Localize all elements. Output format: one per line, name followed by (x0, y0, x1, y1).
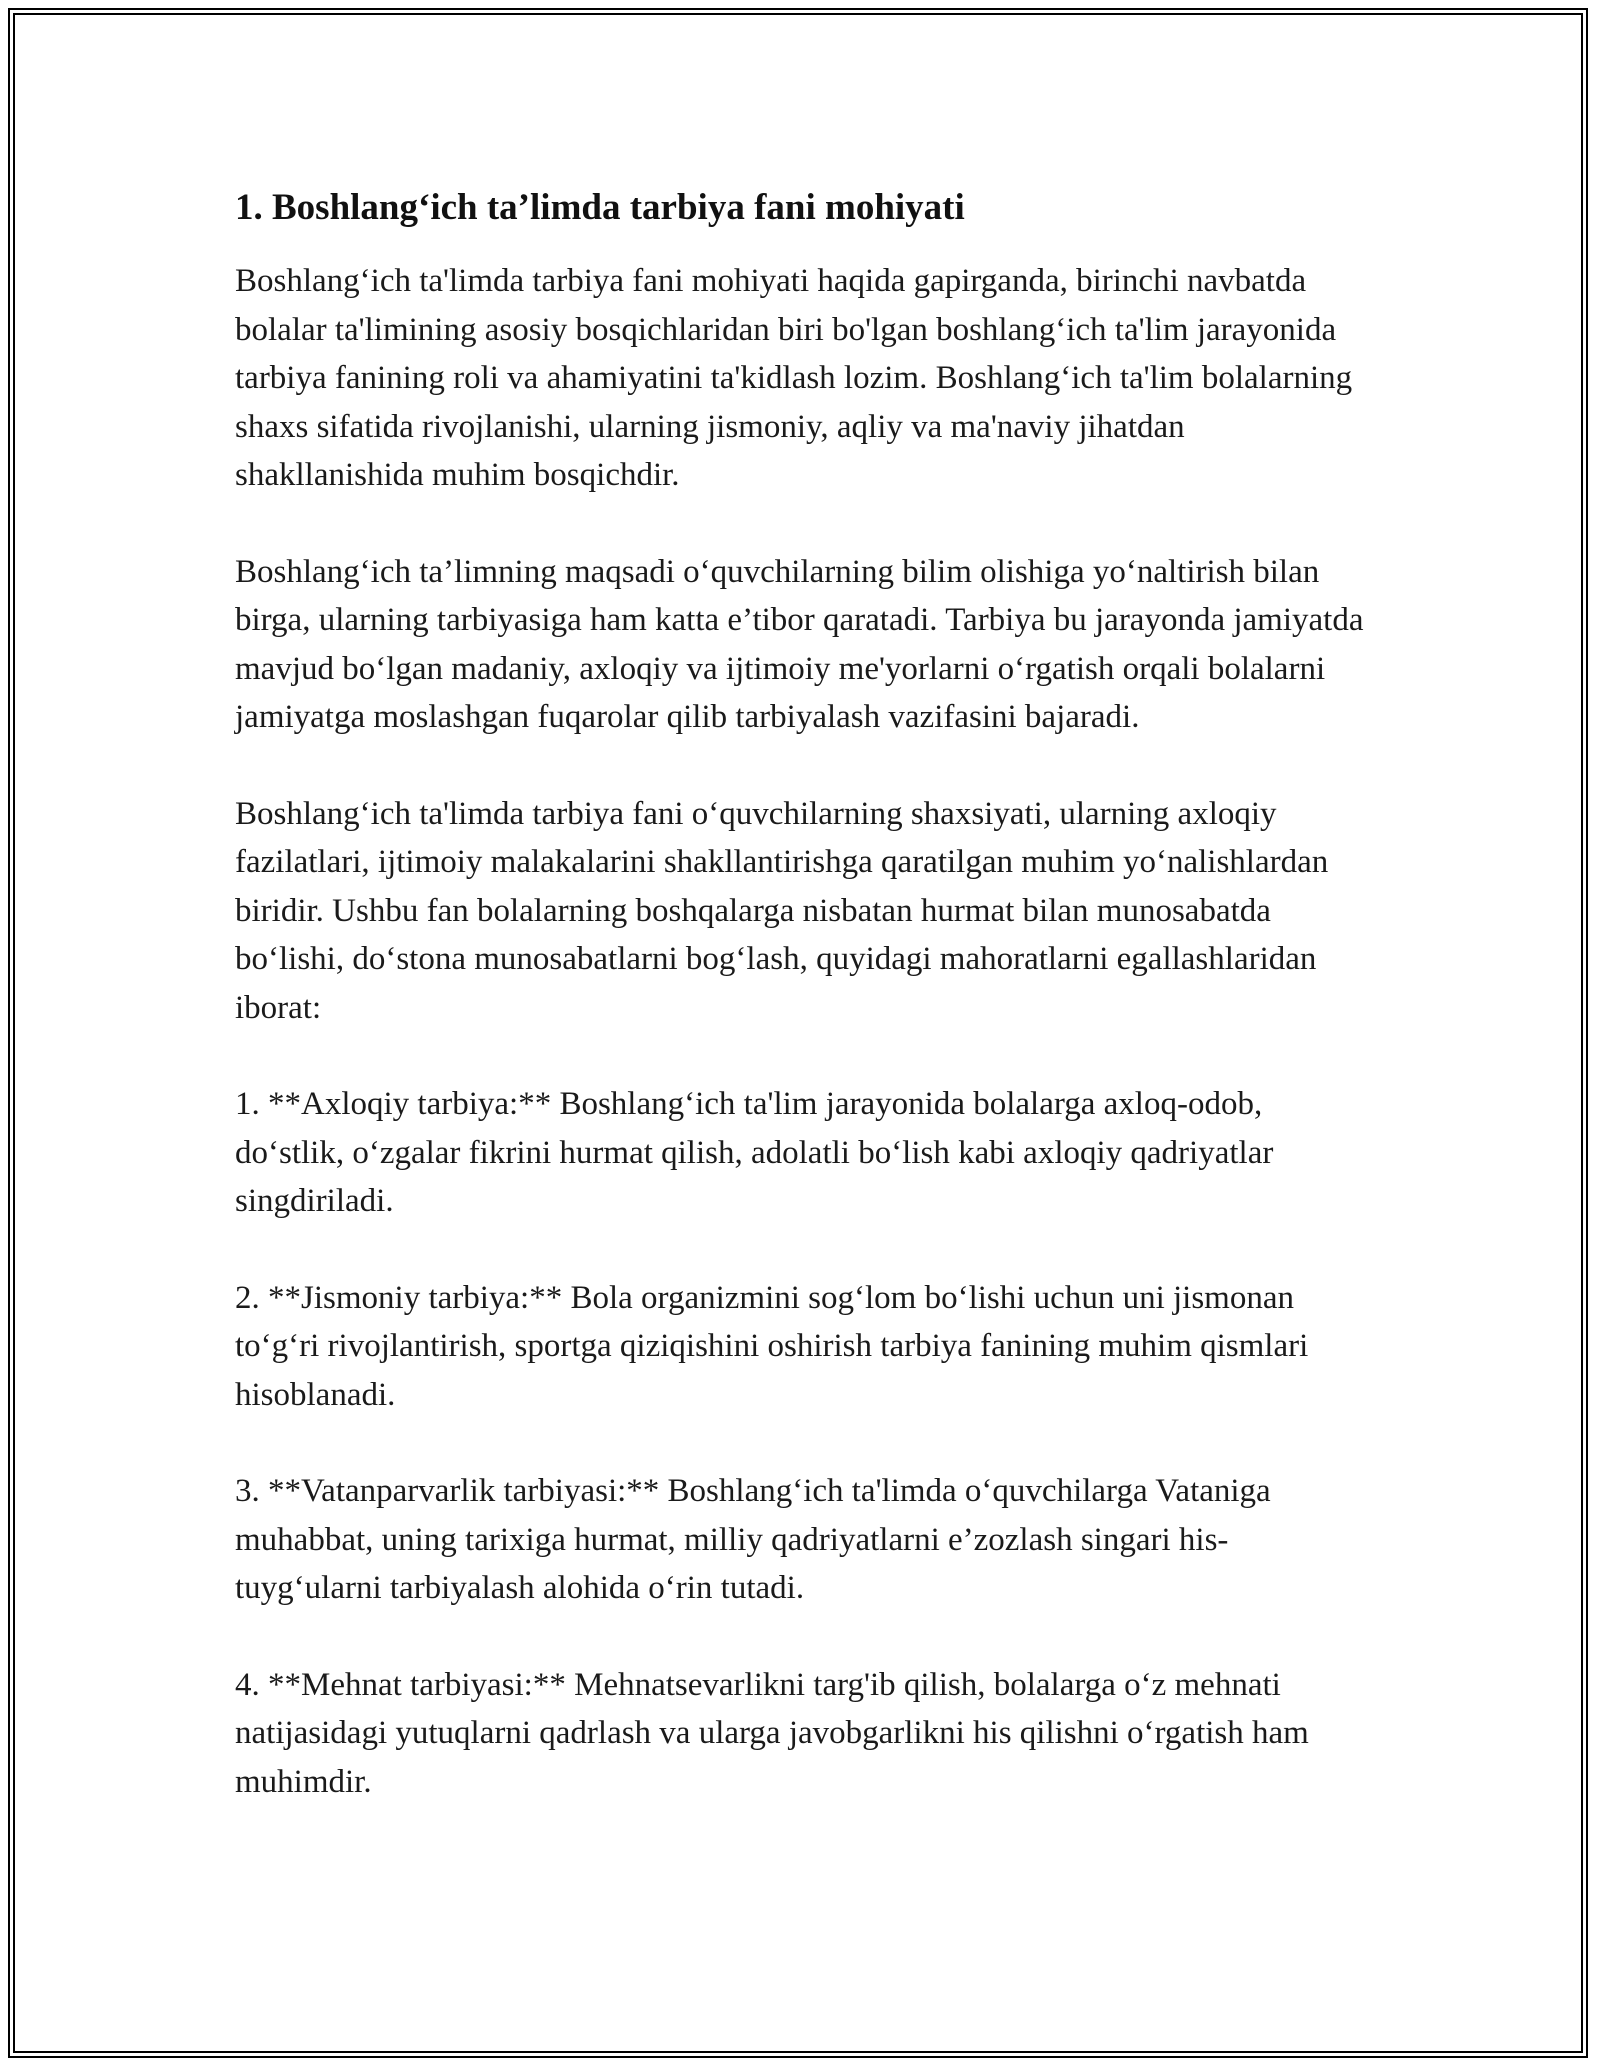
list-item-labor-education: 4. **Mehnat tarbiyasi:** Mehnatsevarlikni targ'ib qilish, bolalarga o‘z mehnati natijasidagi yutuqlarni qadrlash va ularga javobgarlikni his qilishni o‘rgatish ham muhimdir. (235, 1666, 1309, 1800)
section-heading: 1. Boshlang‘ich ta’limda tarbiya fani mohiyati (235, 187, 965, 228)
list-item-patriotic-education: 3. **Vatanparvarlik tarbiyasi:** Boshlang‘ich ta'limda o‘quvchilarga Vataniga muhabbat, uning tarixiga hurmat, milliy qadriyatlarni e’zozlash singari his-tuyg‘ularni tarbiyalash alohida o‘rin tutadi. (235, 1473, 1271, 1606)
paragraph-intro: Boshlang‘ich ta'limda tarbiya fani mohiyati haqida gapirganda, birinchi navbatda bolalar ta'limining asosiy bosqichlaridan biri bo'lgan boshlang‘ich ta'lim jarayonida tarbiya fanining roli va ahamiyatini ta'kidlash lozim. Boshlang‘ich ta'lim bolalarning shaxs sifatida rivojlanishi, ularning jismoniy, aqliy va ma'naviy jihatdan shakllanishida muhim bosqichdir. (235, 263, 1353, 493)
list-item-moral-education: 1. **Axloqiy tarbiya:** Boshlang‘ich ta'lim jarayonida bolalarga axloq-odob, do‘stlik, o‘zgalar fikrini hurmat qilish, adolatli bo‘lish kabi axloqiy qadriyatlar singdiriladi. (235, 1086, 1274, 1219)
list-item-physical-education: 2. **Jismoniy tarbiya:** Bola organizmini sog‘lom bo‘lishi uchun uni jismonan to‘g‘ri rivojlantirish, sportga qiziqishini oshirish tarbiya fanining muhim qismlari hisoblanadi. (235, 1279, 1309, 1413)
document-body (235, 185, 1365, 1854)
paragraph-goal: Boshlang‘ich ta’limning maqsadi o‘quvchilarning bilim olishiga yo‘naltirish bilan birga, ularning tarbiyasiga ham katta e’tibor qaratadi. Tarbiya bu jarayonda jamiyatda mavjud bo‘lgan madaniy, axloqiy va ijtimoiy me'yorlarni o‘rgatish orqali bolalarni jamiyatga moslashgan fuqarolar qilib tarbiyalash vazifasini bajaradi. (235, 553, 1364, 735)
paragraph-subject: Boshlang‘ich ta'limda tarbiya fani o‘quvchilarning shaxsiyati, ularning axloqiy fazilatlari, ijtimoiy malakalarini shakllantirishga qaratilgan muhim yo‘nalishlardan biridir. Ushbu fan bolalarning boshqalarga nisbatan hurmat bilan munosabatda bo‘lishi, do‘stona munosabatlarni bog‘lash, quyidagi mahoratlarni egallashlaridan iborat: (235, 795, 1329, 1026)
